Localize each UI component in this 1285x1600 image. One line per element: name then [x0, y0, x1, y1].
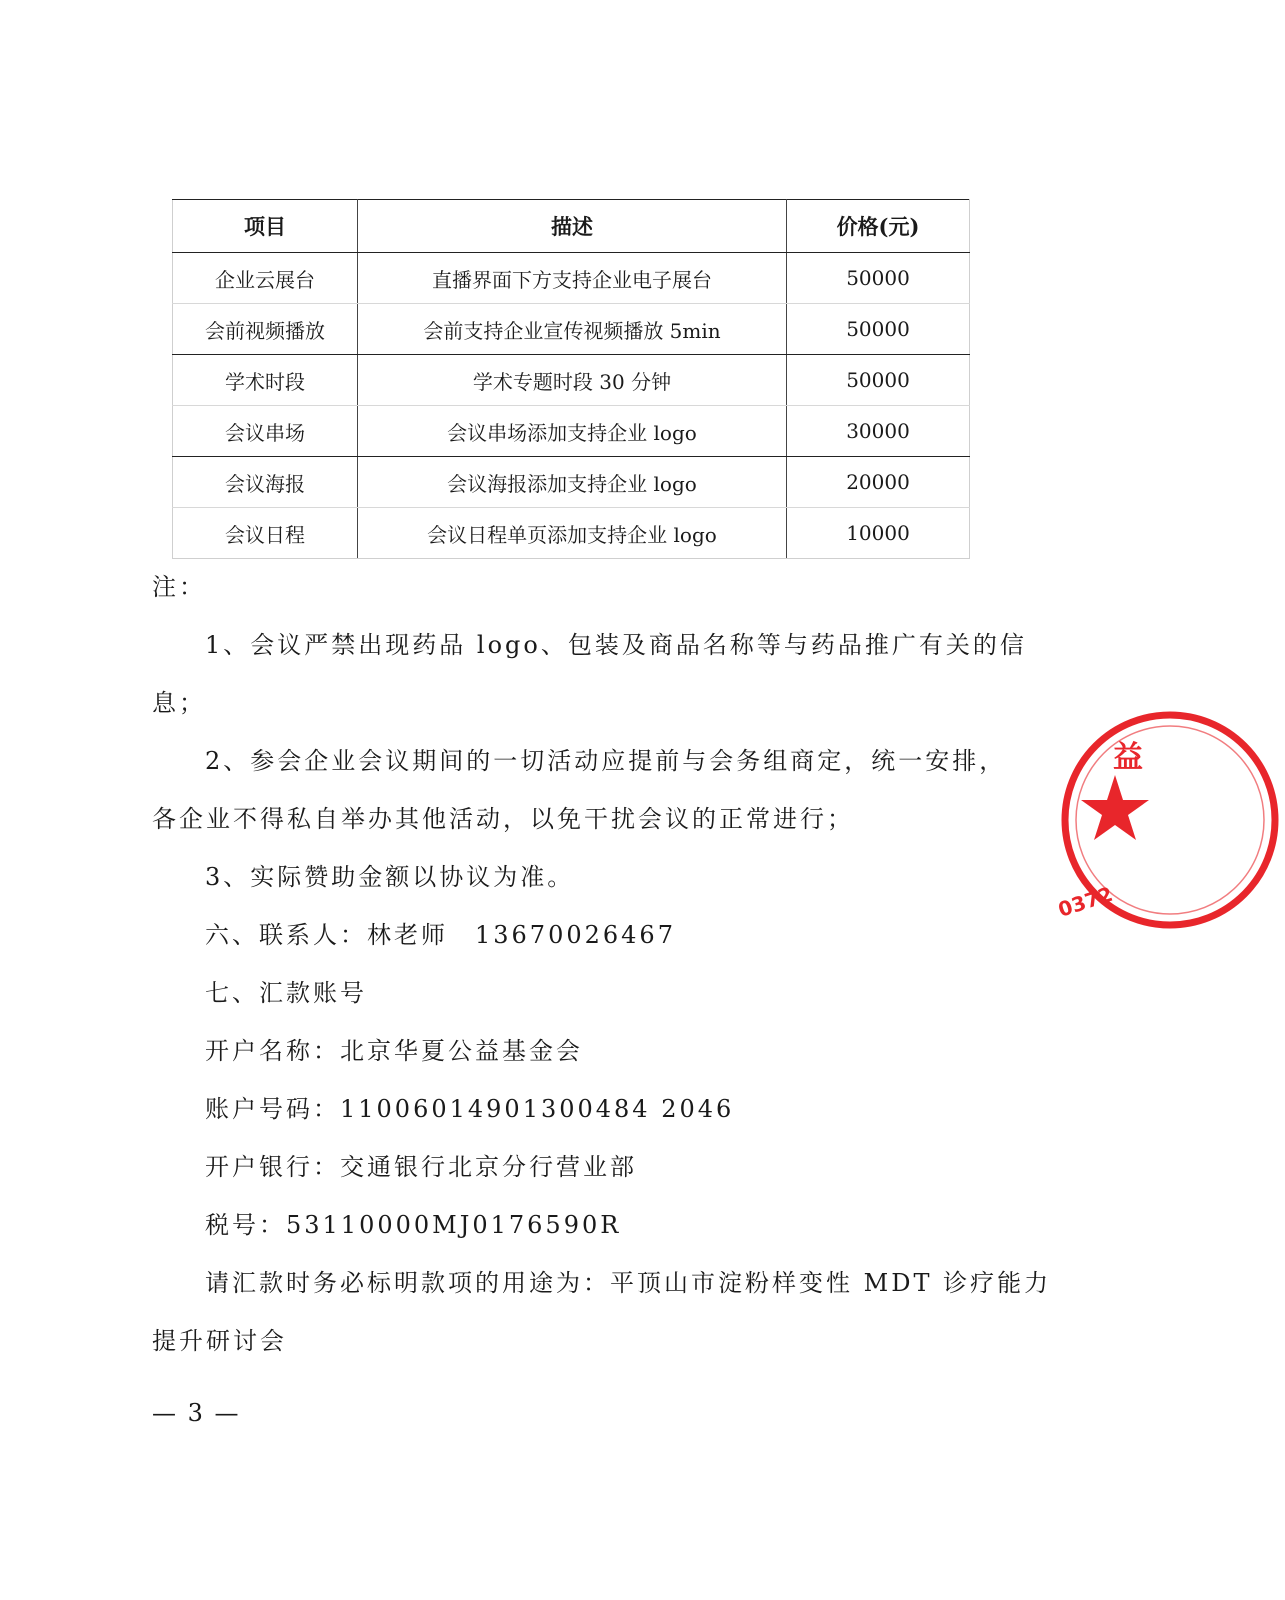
cell-price: 50000 [787, 355, 970, 406]
note-1-line-1: 1、会议严禁出现药品 logo、包装及商品名称等与药品推广有关的信 [205, 631, 1027, 659]
contact-line: 六、联系人：林老师 13670026467 [205, 921, 676, 949]
cell-item: 会前视频播放 [173, 304, 358, 355]
seal-text-bottom: 0372 [1055, 881, 1116, 922]
seal-text-top: 益 [1113, 740, 1143, 775]
cell-item: 会议海报 [173, 457, 358, 508]
account-tax-id: 税号：53110000MJ0176590R [205, 1211, 622, 1239]
cell-description: 学术专题时段 30 分钟 [358, 355, 787, 406]
notes-label: 注： [152, 573, 206, 601]
cell-description: 会议串场添加支持企业 logo [358, 406, 787, 457]
account-bank: 开户银行：交通银行北京分行营业部 [205, 1153, 637, 1181]
cell-description: 会议海报添加支持企业 logo [358, 457, 787, 508]
purpose-line-2: 提升研讨会 [152, 1327, 287, 1355]
column-header-price: 价格(元) [787, 200, 970, 253]
cell-description: 会前支持企业宣传视频播放 5min [358, 304, 787, 355]
account-number: 账户号码：11006014901300484 2046 [205, 1095, 735, 1123]
table-row [173, 253, 970, 304]
column-header-description: 描述 [358, 200, 787, 253]
table-row [173, 355, 970, 406]
table-row [173, 406, 970, 457]
purpose-line-1: 请汇款时务必标明款项的用途为：平顶山市淀粉样变性 MDT 诊疗能力 [205, 1269, 1052, 1297]
column-header-item: 项目 [173, 200, 358, 253]
note-3: 3、实际赞助金额以协议为准。 [205, 863, 575, 891]
account-name: 开户名称：北京华夏公益基金会 [205, 1037, 583, 1065]
table-row [173, 457, 970, 508]
table-header-row [173, 200, 970, 253]
cell-item: 学术时段 [173, 355, 358, 406]
account-heading: 七、汇款账号 [205, 979, 367, 1007]
official-seal-icon [1055, 705, 1285, 935]
cell-price: 10000 [787, 508, 970, 559]
cell-price: 50000 [787, 253, 970, 304]
page-number: — 3 — [152, 1399, 241, 1427]
table-row [173, 304, 970, 355]
note-2-line-1: 2、参会企业会议期间的一切活动应提前与会务组商定，统一安排， [205, 747, 1007, 775]
cell-description: 直播界面下方支持企业电子展台 [358, 253, 787, 304]
cell-price: 20000 [787, 457, 970, 508]
cell-item: 企业云展台 [173, 253, 358, 304]
cell-description: 会议日程单页添加支持企业 logo [358, 508, 787, 559]
note-2-line-2: 各企业不得私自举办其他活动，以免干扰会议的正常进行； [152, 805, 854, 833]
cell-price: 50000 [787, 304, 970, 355]
sponsorship-table [172, 199, 970, 559]
cell-item: 会议日程 [173, 508, 358, 559]
cell-price: 30000 [787, 406, 970, 457]
table-row [173, 508, 970, 559]
note-1-line-2: 息； [152, 689, 206, 717]
cell-item: 会议串场 [173, 406, 358, 457]
